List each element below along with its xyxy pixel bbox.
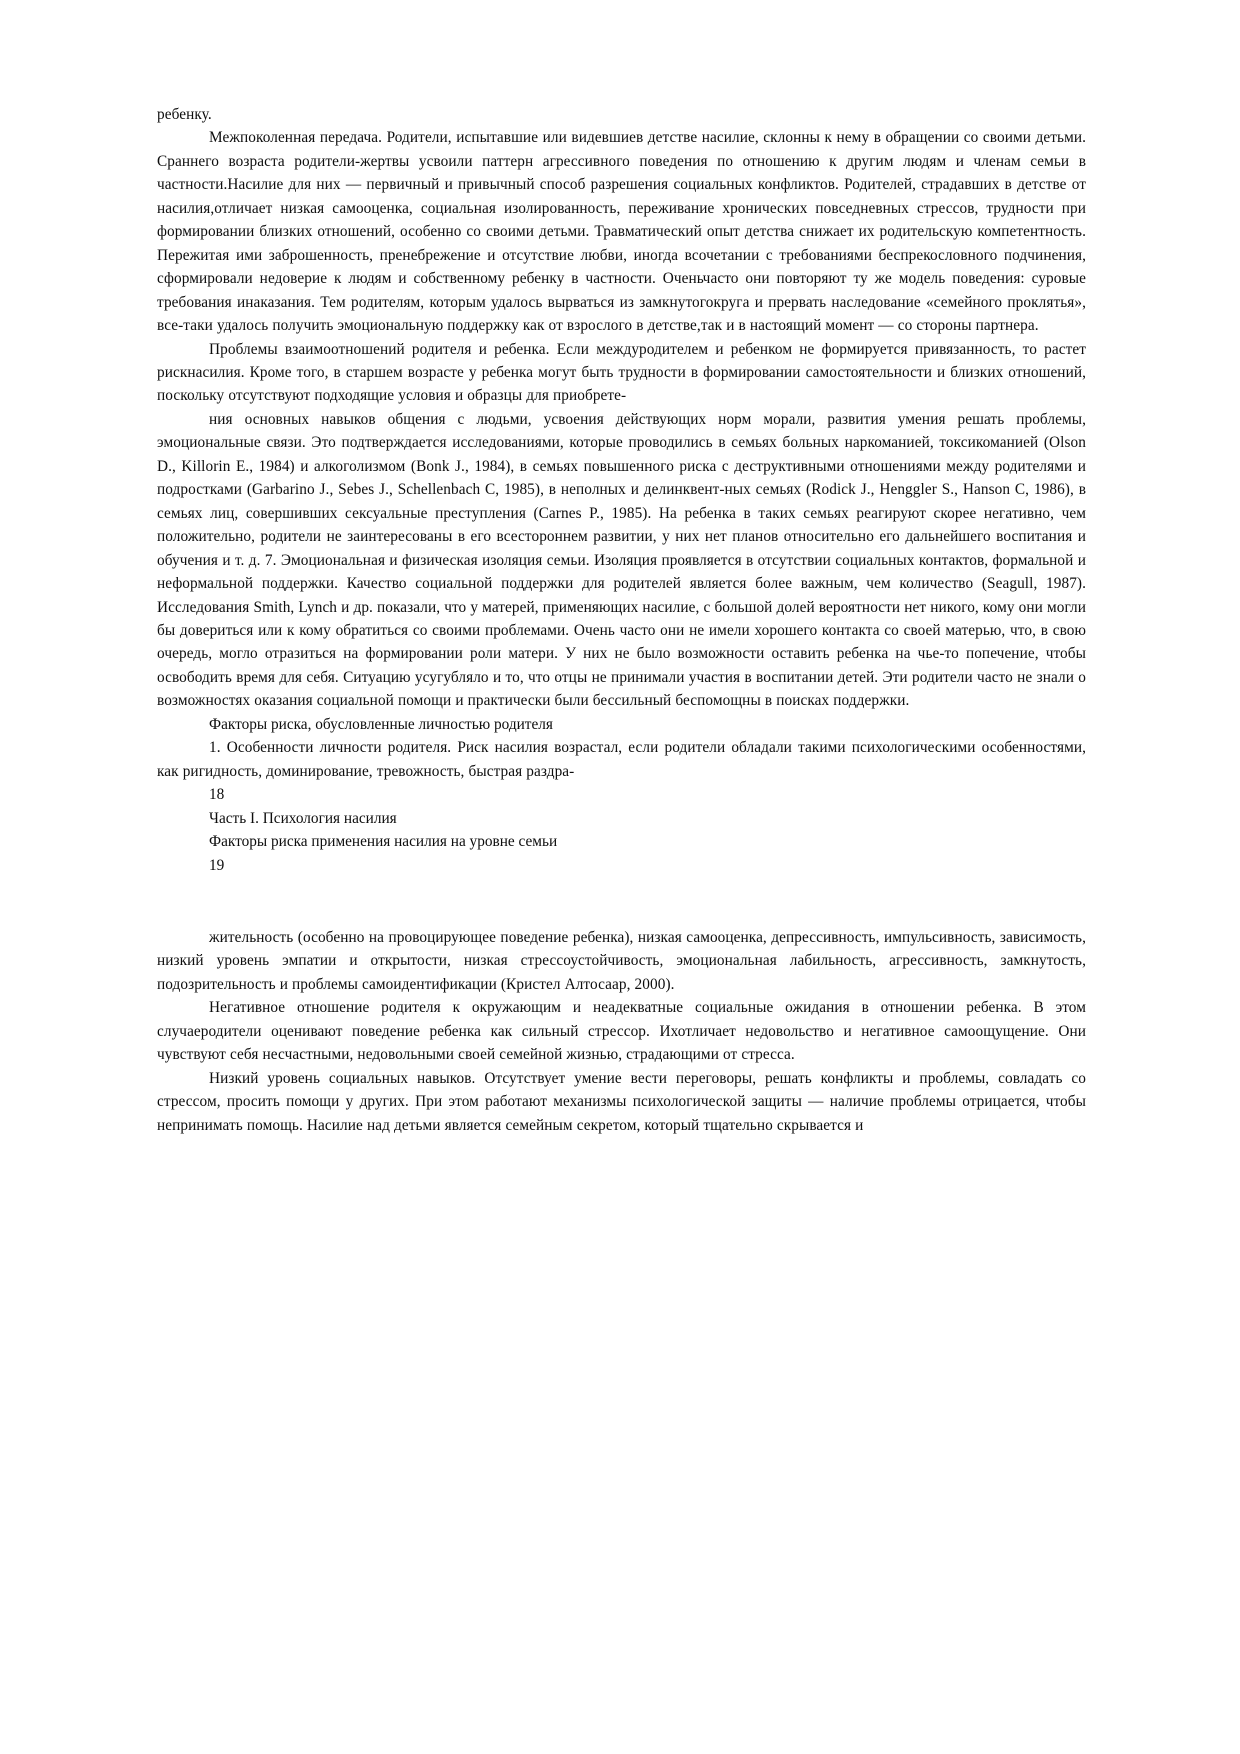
paragraph-orphan-line: ребенку. [157, 106, 212, 123]
heading-risk-factors-personality: Факторы риска, обусловленные личностью родителя [209, 715, 553, 733]
paragraph-intergenerational-transmission: Межпоколенная передача. Родители, испытавшие или видевшиев детстве насилие, склонны к нему в обращении со своими детьми. Сраннего возраста родители-жертвы усвоили паттерн агрессивного поведения по отношению к другим людям и членам семьи в частности.Насилие для них — первичный и привычный способ разрешения социальных конфликтов. Родителей, страдавших в детстве от насилия,отличает низкая самооценка, социальная изолированность, переживание хронических повседневных стрессов, трудности при формировании близких отношений, особенно со своими детьми. Травматический опыт детства снижает их родительскую компетентность. Пережитая ими заброшенность, пренебрежение и отсутствие любви, иногда всочетании с требованиями беспрекословного подчинения, сформировали недоверие к людям и собственному ребенку в частности. Оченьчасто они повторяют ту же модель поведения: суровые требования инаказания. Тем родителям, которым удалось вырваться из замкнутогокруга и прервать наследование «семейного проклятья», все-таки удалось получить эмоциональную поддержку как от взрослого в детстве,так и в настоящий момент — со стороны партнера. [157, 129, 1086, 335]
running-head-family-risk-factors: Факторы риска применения насилия на уровне семьи [209, 833, 558, 851]
page-text-block [157, 103, 1086, 1137]
paragraph-negative-attitude: Негативное отношение родителя к окружающим и неадекватные социальные ожидания в отношении ребенка. В этом случаеродители оценивают поведение ребенка как сильный стрессор. Ихотличает недовольство и негативное самоощущение. Они чувствуют себя несчастными, недовольными своей семейной жизнью, страдающими от стресса. [157, 999, 1086, 1064]
paragraph-low-social-skills: Низкий уровень социальных навыков. Отсутствует умение вести переговоры, решать конфликты и проблемы, совладать со стрессом, просить помощи у других. При этом работают механизмы психологической защиты — наличие проблемы отрицается, чтобы непринимать помощь. Насилие над детьми является семейным секретом, который тщательно скрывается и [157, 1069, 1086, 1134]
page-break-gap [157, 877, 1086, 926]
paragraph-parent-child-problems: Проблемы взаимоотношений родителя и ребенка. Если междуродителем и ребенком не формируется привязанность, то растет рискнасилия. Кроме того, в старшем возрасте у ребенка могут быть трудности в формировании самостоятельности и близких отношений, поскольку отсутствуют подходящие условия и образцы для приобрете- [157, 340, 1086, 405]
paragraph-parent-personality-traits: 1. Особенности личности родителя. Риск насилия возрастал, если родители обладали такими психологическими особенностями, как ригидность, доминирование, тревожность, быстрая раздра- [157, 739, 1086, 780]
running-head-part-one: Часть I. Психология насилия [209, 809, 397, 827]
paragraph-skills-and-research: ния основных навыков общения с людьми, усвоения действующих норм морали, развития умения решать проблемы, эмоциональные связи. Это подтверждается исследованиями, которые проводились в семьях больных наркоманией, токсикоманией (Olson D., Killorin E., 1984) и алкоголизмом (Bonk J., 1984), в семьях повышенного риска с деструктивными отношениями между родителями и подростками (Garbarino J., Sebes J., Schellenbach C, 1985), в неполных и делинквент-ных семьях (Rodick J., Henggler S., Hanson C, 1986), в семьях лиц, совершивших сексуальные преступления (Carnes P., 1985). На ребенка в таких семьях реагируют скорее негативно, чем положительно, родители не заинтересованы в его всестороннем развитии, у них нет планов относительно его дальнейшего воспитания и обучения и т. д. 7. Эмоциональная и физическая изоляция семьи. Изоляция проявляется в отсутствии социальных контактов, формальной и неформальной поддержки. Качество социальной поддержки для родителей является более важным, чем количество (Seagull, 1987). Исследования Smith, Lynch и др. показали, что у матерей, применяющих насилие, с большой долей вероятности нет никого, кому они могли бы довериться или к кому обратиться со своими проблемами. Очень часто они не имели хорошего контакта со своей матерью, что, в свою очередь, могло отразиться на формировании роли матери. У них не было возможности оставить ребенка на чье-то попечение, чтобы освободить время для себя. Ситуацию усугубляло и то, что отцы не принимали участия в воспитании детей. Эти родители часто не знали о возможностях оказания социальной помощи и практически были бессильный беспомощны в поисках поддержки. [157, 410, 1086, 710]
paragraph-irritability-continued: жительность (особенно на провоцирующее поведение ребенка), низкая самооценка, депрессивность, импульсивность, зависимость, низкий уровень эмпатии и открытости, низкая стрессоустойчивость, эмоциональная лабильность, агрессивность, замкнутость, подозрительность и проблемы самоидентификации (Кристел Алтосаар, 2000). [157, 928, 1086, 993]
page-marker-18: 18 [209, 786, 225, 804]
page-marker-19: 19 [209, 856, 225, 874]
